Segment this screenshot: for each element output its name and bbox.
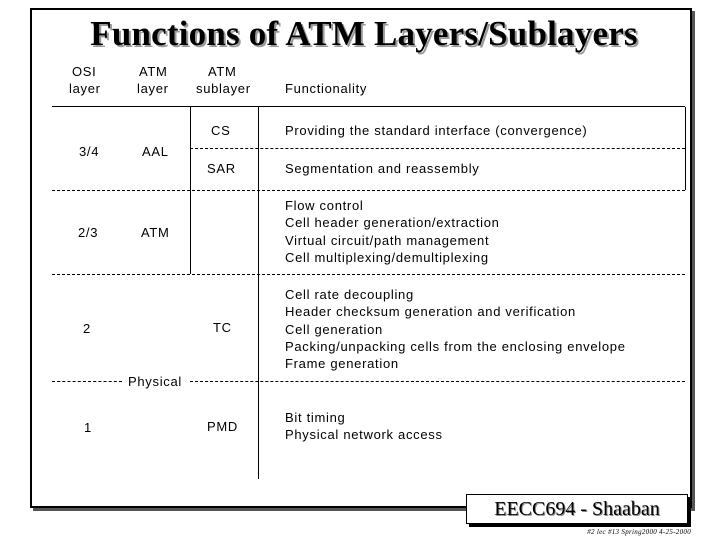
- physical-layer-label: Physical: [128, 374, 183, 389]
- lecture-info: #2 lec #13 Spring2000 4-25-2000: [587, 528, 691, 536]
- function-sar: Segmentation and reassembly: [285, 161, 480, 176]
- osi-cell-atm: 2/3: [78, 225, 99, 240]
- osi-cell-aal: 3/4: [79, 144, 100, 159]
- sublayer-cell-tc: TC: [213, 320, 232, 335]
- osi-cell-tc: 2: [83, 321, 91, 336]
- header-functionality: Functionality: [285, 81, 368, 96]
- function-item: Bit timing: [285, 410, 346, 425]
- function-list-pmd: [285, 409, 443, 444]
- header-sub-line2: sublayer: [196, 81, 251, 96]
- sublayer-vertical-atm: [190, 190, 191, 274]
- header-osi-line2: layer: [69, 81, 101, 96]
- function-item: Virtual circuit/path management: [285, 232, 490, 248]
- function-item: Flow control: [285, 198, 364, 213]
- function-cs: Providing the standard interface (convergence): [285, 123, 588, 138]
- function-item: Frame generation: [285, 356, 399, 372]
- header-atm-line1: ATM: [139, 64, 168, 79]
- function-list-atm: [285, 197, 500, 266]
- row-divider-physical-right: [190, 381, 685, 382]
- function-item: Cell header generation/extraction: [285, 215, 500, 231]
- function-item: Cell generation: [285, 321, 383, 337]
- function-item: Packing/unpacking cells from the enclosing envelope: [285, 338, 626, 354]
- atm-cell-aal: AAL: [142, 144, 169, 159]
- row-divider-atm: [52, 274, 685, 275]
- sublayer-divider-cs-sar: [190, 148, 685, 149]
- sublayer-vertical-aal: [190, 107, 191, 190]
- function-item: Cell rate decoupling: [285, 287, 414, 302]
- atm-cell-atm: ATM: [141, 225, 170, 240]
- row-divider-aal: [52, 190, 685, 191]
- right-border-line: [685, 107, 686, 190]
- course-badge: EECC694 - Shaaban: [466, 494, 688, 524]
- row-divider-physical-left: [52, 381, 122, 382]
- header-osi-line1: OSI: [72, 64, 97, 79]
- sublayer-cell-pmd: PMD: [207, 419, 238, 434]
- osi-cell-pmd: 1: [84, 420, 92, 435]
- header-atm-line2: layer: [137, 81, 169, 96]
- sublayer-cell-sar: SAR: [207, 161, 236, 176]
- function-column-line: [258, 107, 259, 479]
- header-sub-line1: ATM: [208, 64, 237, 79]
- sublayer-cell-cs: CS: [211, 123, 231, 138]
- header-separator-line: [52, 106, 685, 107]
- function-list-tc: [285, 286, 626, 372]
- function-item: Physical network access: [285, 427, 443, 443]
- slide-title: Functions of ATM Layers/Sublayers: [90, 14, 638, 53]
- function-item: Cell multiplexing/demultiplexing: [285, 249, 489, 265]
- function-item: Header checksum generation and verification: [285, 304, 576, 320]
